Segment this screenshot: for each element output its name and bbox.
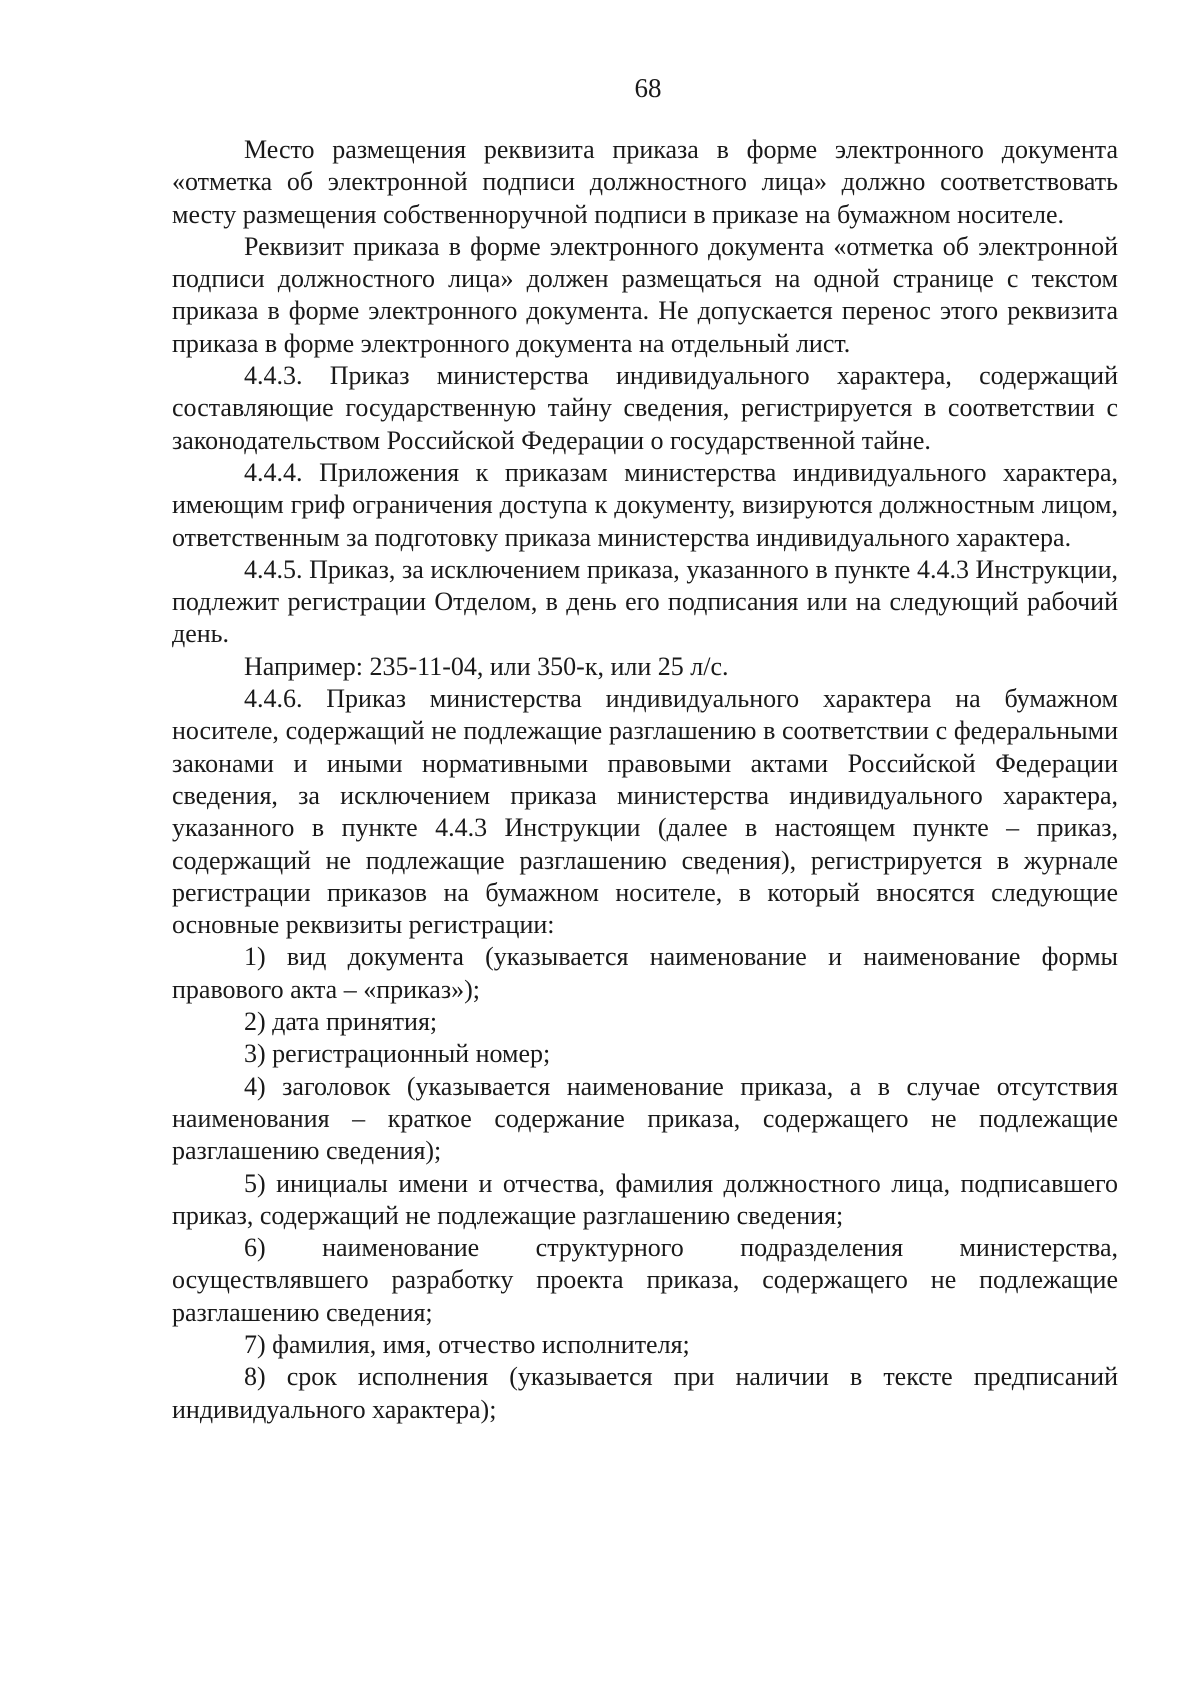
page-number: 68: [634, 73, 662, 103]
list-item-2: 2) дата принятия;: [244, 1007, 438, 1037]
list-item-8: 8) срок исполнения (указывается при наличии в тексте предписаний индивидуального характера);: [172, 1362, 1118, 1424]
document-body: [172, 134, 1118, 1426]
paragraph-4-4-4: 4.4.4. Приложения к приказам министерства индивидуального характера, имеющим гриф ограничения доступа к документу, визируются должностным лицом, ответственным за подготовку приказа министерства индивидуального характера.: [172, 457, 1118, 552]
paragraph-4-4-6: 4.4.6. Приказ министерства индивидуального характера на бумажном носителе, содержащий не подлежащие разглашению в соответствии с федеральными законами и иными нормативными правовыми актами Российской Федерации сведения, за исключением приказа министерства индивидуального характера, указанного в пункте 4.4.3 Инструкции (далее в настоящем пункте – приказ, содержащий не подлежащие разглашению сведения), регистрируется в журнале регистрации приказов на бумажном носителе, в который вносятся следующие основные реквизиты регистрации:: [172, 684, 1118, 940]
paragraph-example: Например: 235-11-04, или 350-к, или 25 л/с.: [244, 651, 729, 681]
list-item-4: 4) заголовок (указывается наименование приказа, а в случае отсутствия наименования – краткое содержание приказа, содержащего не подлежащие разглашению сведения);: [172, 1071, 1118, 1166]
list-item-6: 6) наименование структурного подразделения министерства, осуществлявшего разработку проекта приказа, содержащего не подлежащие разглашению сведения;: [172, 1233, 1118, 1327]
list-item-1: 1) вид документа (указывается наименование и наименование формы правового акта – «приказ»);: [172, 942, 1118, 1004]
paragraph-signature-placement: Место размещения реквизита приказа в форме электронного документа «отметка об электронной подписи должностного лица» должно соответствовать месту размещения собственноручной подписи в приказе на бумажном носителе.: [172, 135, 1118, 229]
paragraph-4-4-5: 4.4.5. Приказ, за исключением приказа, указанного в пункте 4.4.3 Инструкции, подлежит регистрации Отделом, в день его подписания или на следующий рабочий день.: [172, 554, 1118, 649]
paragraph-signature-same-page: Реквизит приказа в форме электронного документа «отметка об электронной подписи должностного лица» должен размещаться на одной странице с текстом приказа в форме электронного документа. Не допускается перенос этого реквизита приказа в форме электронного документа на отдельный лист.: [172, 231, 1118, 358]
list-item-7: 7) фамилия, имя, отчество исполнителя;: [244, 1329, 690, 1359]
list-item-3: 3) регистрационный номер;: [244, 1039, 551, 1069]
list-item-5: 5) инициалы имени и отчества, фамилия должностного лица, подписавшего приказ, содержащий не подлежащие разглашению сведения;: [172, 1168, 1118, 1230]
paragraph-4-4-3: 4.4.3. Приказ министерства индивидуального характера, содержащий составляющие государственную тайну сведения, регистрируется в соответствии с законодательством Российской Федерации о государственной тайне.: [172, 361, 1118, 455]
